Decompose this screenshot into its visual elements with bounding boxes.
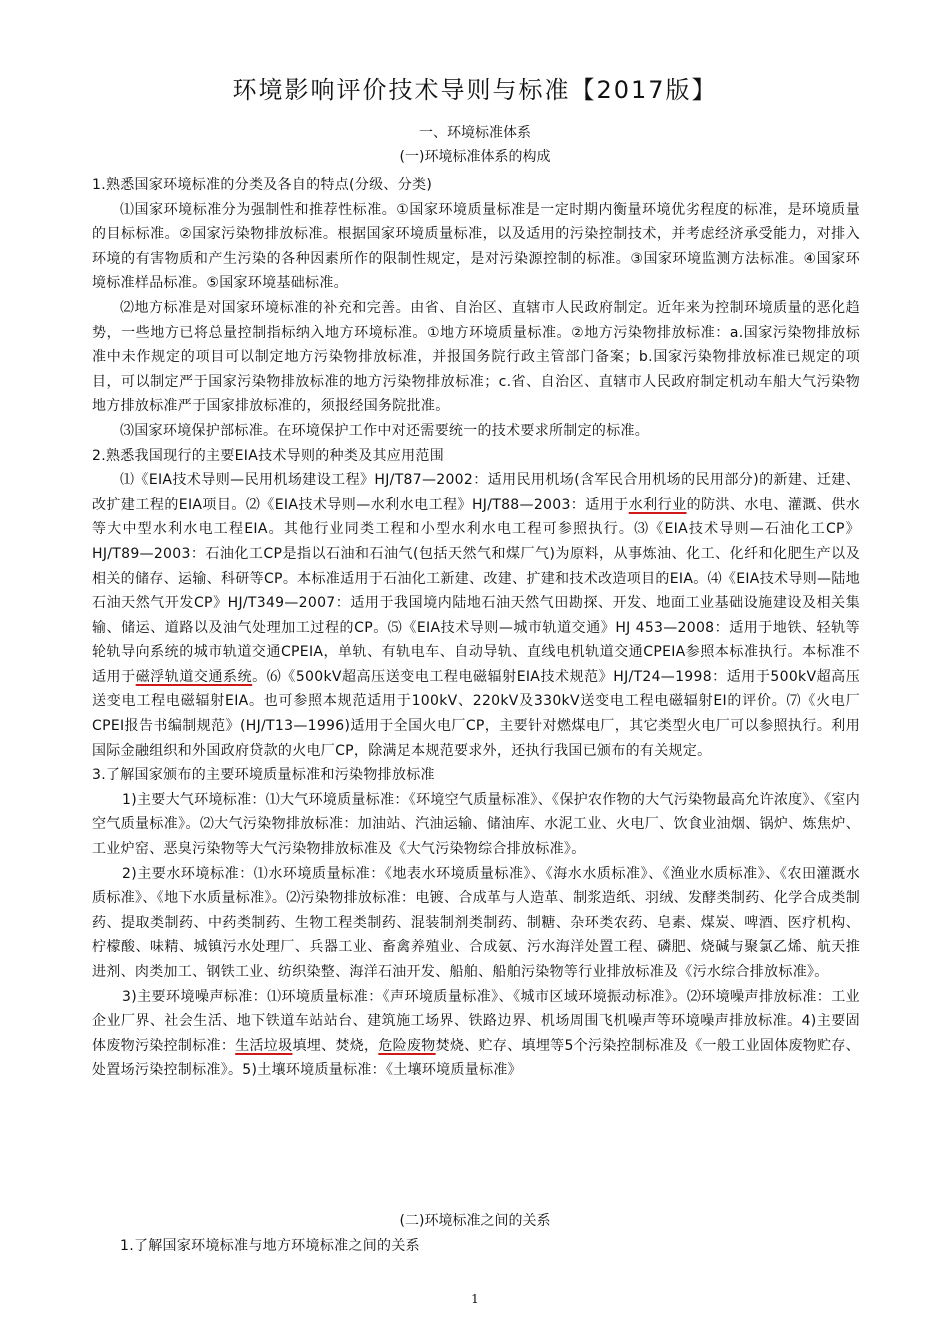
text-run: 焚烧、贮存、填埋等5个污染控制标准及《一般工业固体废物贮存、处置场污染控制标准》。5)土壤环境质量标准：《土壤环境质量标准》 <box>92 1037 861 1079</box>
underlined-text: 水利行业 <box>628 496 687 513</box>
paragraph: ⑶国家环境保护部标准。在环境保护工作中对还需要统一的技术要求所制定的标准。 <box>120 422 650 439</box>
item-heading: 1.熟悉国家环境标准的分类及各自的特点(分级、分类) <box>92 177 433 193</box>
underlined-text: 磁浮轨道交通系统 <box>135 668 253 685</box>
subsection-heading: (一)环境标准体系的构成 <box>399 149 551 165</box>
text-run: 填埋、焚烧， <box>292 1037 379 1054</box>
underlined-text: 危险废物 <box>378 1037 436 1054</box>
text-run: 3)主要环境噪声标准：⑴环境质量标准：《声环境质量标准》、《城市区域环境振动标准》。⑵环境噪声排放标准：工业企业厂界、社会生活、地下铁道车站站台、建筑施工场界、铁路边界、机场周围飞机噪声等环境噪声排放标准。4)主要固体废物污染控制标准： <box>92 988 860 1054</box>
paragraph: 1)主要大气环境标准：⑴大气环境质量标准：《环境空气质量标准》、《保护农作物的大气污染物最高允许浓度》、《室内空气质量标准》。⑵大气污染物排放标准：加油站、汽油运输、储油库、水泥工业、火电厂、饮食业油烟、锅炉、炼焦炉、工业炉窑、恶臭污染物等大气污染物排放标准及《大气污染物综合排放标准》。 <box>92 791 860 858</box>
text-run: ⑴《EIA技术导则—民用机场建设工程》HJ/T87—2002：适用民用机场(含军民合用机场的民用部分)的新建、迁建、改扩建工程的EIA项目。⑵《EIA技术导则—水利水电工程》HJ/T88—2003：适用于 <box>92 472 860 513</box>
text-run: 的防洪、水电、灌溉、供水等大中型水利水电工程EIA。其他行业同类工程和小型水利水电工程可参照执行。⑶《EIA技术导则—石油化工CP》HJ/T89—2003：石油化工CP是指以石油和石油气(包括天然气和煤厂气)为原料，从事炼油、化工、化纤和化肥生产以及相关的储存、运输、科研等CP。本标准适用于石油化工新建、改建、扩建和技术改造项目的EIA。⑷《EIA技术导则—陆地石油天然气开发CP》HJ/T349—2007：适用于我国境内陆地石油天然气田勘探、开发、地面工业基础设施建设及相关集输、储运、道路以及油气处理加工过程的CP。⑸《EIA技术导则—城市轨道交通》HJ 453—2008：适用于地铁、轻轨等轮轨导向系统的城市轨道交通CPEIA，单轨、有轨电车、自动导轨、直线电机轨道交通CPEIA参照本标准执行。本标准不适用于 <box>92 496 860 685</box>
underlined-text: 生活垃圾 <box>235 1037 293 1054</box>
text-run: 。⑹《500kV超高压送变电工程电磁辐射EIA技术规范》HJ/T24—1998：适用于500kV超高压送变电工程电磁辐射EIA。也可参照本规范适用于100kV、220kV及330kV送变电工程电磁辐射EI的评价。⑺《火电厂CPEI报告书编制规范》(HJ/T13—1996)适用于全国火电厂CP，主要针对燃煤电厂，其它类型火电厂可以参照执行。利用国际金融组织和外国政府贷款的火电厂CP，除满足本规范要求外，还执行我国已颁布的有关规定。 <box>92 668 860 759</box>
section-heading: 一、环境标准体系 <box>419 125 531 141</box>
body-block-1 <box>92 173 860 1083</box>
paragraph: 2)主要水环境标准：⑴水环境质量标准：《地表水环境质量标准》、《海水水质标准》、《渔业水质标准》、《农田灌溉水质标准》、《地下水质量标准》。⑵污染物排放标准：电镀、合成革与人造革、制浆造纸、羽绒、发酵类制药、化学合成类制药、提取类制药、中药类制药、生物工程类制药、混装制剂类制药、制糖、杂环类农药、皂素、煤炭、啤酒、医疗机构、柠檬酸、味精、城镇污水处理厂、兵器工业、畜禽养殖业、合成氨、污水海洋处置工程、磷肥、烧碱与聚氯乙烯、航天推进剂、肉类加工、钢铁工业、纺织染整、海洋石油开发、船舶、船舶污染物等行业排放标准及《污水综合排放标准》。 <box>92 865 860 980</box>
paragraph: ⑵地方标准是对国家环境标准的补充和完善。由省、自治区、直辖市人民政府制定。近年来为控制环境质量的恶化趋势，一些地方已将总量控制指标纳入地方环境标准。①地方环境质量标准。②地方污染物排放标准：a.国家污染物排放标准中未作规定的项目可以制定地方污染物排放标准，并报国务院行政主管部门备案；b.国家污染物排放标准已规定的项目，可以制定严于国家污染物排放标准的地方污染物排放标准；c.省、自治区、直辖市人民政府制定机动车船大气污染物地方排放标准严于国家排放标准的，须报经国务院批准。 <box>92 299 860 415</box>
paragraph: ⑴国家环境标准分为强制性和推荐性标准。①国家环境质量标准是一定时期内衡量环境优劣程度的标准，是环境质量的目标标准。②国家污染物排放标准。根据国家环境质量标准，以及适用的污染控制技术，并考虑经济承受能力，对排入环境的有害物质和产生污染的各种因素所作的限制性规定，是对污染源控制的标准。③国家环境监测方法标准。④国家环境标准样品标准。⑤国家环境基础标准。 <box>92 201 860 292</box>
subsection-heading: (二)环境标准之间的关系 <box>399 1213 551 1229</box>
paragraph <box>92 985 860 1083</box>
item-heading: 2.熟悉我国现行的主要EIA技术导则的种类及其应用范围 <box>92 447 445 464</box>
item-heading: 1.了解国家环境标准与地方环境标准之间的关系 <box>120 1238 420 1254</box>
body-block-2 <box>92 1234 860 1259</box>
item-heading: 3.了解国家颁布的主要环境质量标准和污染物排放标准 <box>92 767 435 784</box>
page-number: 1 <box>471 1292 479 1306</box>
paragraph <box>92 468 860 763</box>
document-title: 环境影响评价技术导则与标准【2017版】 <box>232 76 718 104</box>
